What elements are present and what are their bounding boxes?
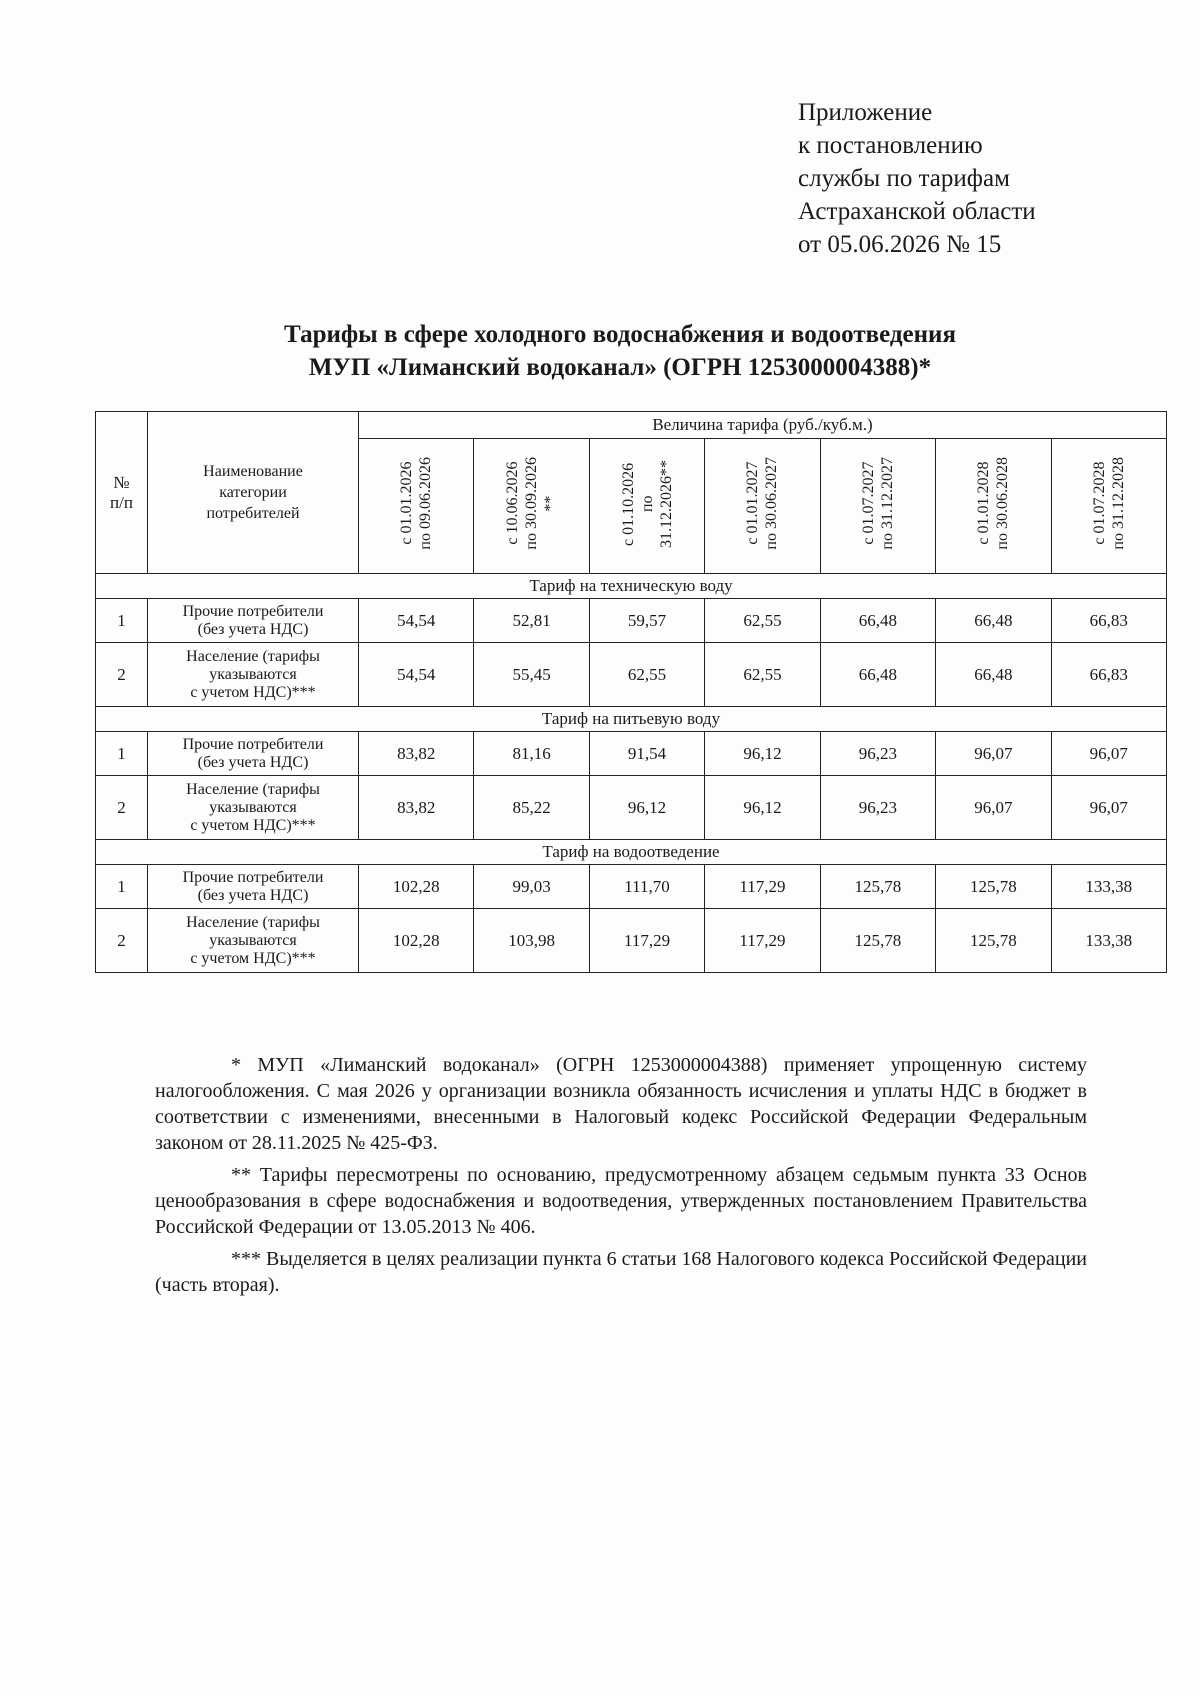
tariff-value: 125,78 [936,865,1051,909]
appendix-line: службы по тарифам [798,165,1010,192]
tariff-value: 83,82 [359,776,474,840]
period-header: с 10.06.2026 по 30.09.2026 ** [474,439,589,574]
period-header: с 01.01.2027 по 30.06.2027 [705,439,820,574]
table-row [96,909,1167,973]
tariff-value: 96,07 [1051,776,1166,840]
tariff-value: 125,78 [936,909,1051,973]
section-title: Тариф на водоотведение [96,840,1167,865]
appendix-line: от 05.06.2026 № 15 [798,231,1002,258]
consumer-category: Население (тарифы указываются с учетом НДС)*** [148,643,359,707]
period-header: с 01.01.2026 по 09.06.2026 [359,439,474,574]
section-title: Тариф на питьевую воду [96,707,1167,732]
document-title [150,318,1090,384]
tariff-value: 81,16 [474,732,589,776]
consumer-category: Прочие потребители (без учета НДС) [148,599,359,643]
period-header: с 01.07.2027 по 31.12.2027 [820,439,935,574]
row-number: 1 [96,599,148,643]
row-number: 2 [96,909,148,973]
table-row [96,865,1167,909]
tariff-value: 91,54 [589,732,704,776]
consumer-category: Прочие потребители (без учета НДС) [148,732,359,776]
appendix-line: к постановлению [798,132,983,159]
tariff-value: 96,07 [1051,732,1166,776]
tariff-value: 99,03 [474,865,589,909]
tariff-value: 66,48 [820,599,935,643]
period-header: с 01.01.2028 по 30.06.2028 [936,439,1051,574]
period-header: с 01.07.2028 по 31.12.2028 [1051,439,1166,574]
title-line-1: Тарифы в сфере холодного водоснабжения и водоотведения [284,321,956,348]
consumer-category: Прочие потребители (без учета НДС) [148,865,359,909]
tariff-value: 83,82 [359,732,474,776]
tariff-value: 62,55 [589,643,704,707]
tariff-value: 66,83 [1051,643,1166,707]
tariff-value: 96,12 [589,776,704,840]
tariff-table [95,411,1167,973]
tariff-value: 62,55 [705,643,820,707]
table-row [96,643,1167,707]
consumer-category: Население (тарифы указываются с учетом НДС)*** [148,776,359,840]
tariff-value: 102,28 [359,865,474,909]
table-row [96,732,1167,776]
tariff-value: 125,78 [820,865,935,909]
tariff-value: 59,57 [589,599,704,643]
footnotes [155,1052,1087,1304]
row-number: 1 [96,865,148,909]
table-row [96,599,1167,643]
tariff-value: 96,12 [705,776,820,840]
tariff-value: 96,07 [936,732,1051,776]
tariff-value: 133,38 [1051,909,1166,973]
title-line-2: МУП «Лиманский водоканал» (ОГРН 1253000004388)* [308,354,932,381]
appendix-line: Астраханской области [798,198,1036,225]
appendix-block [798,96,1036,261]
table-row [96,776,1167,840]
tariff-value: 66,83 [1051,599,1166,643]
tariff-value: 96,07 [936,776,1051,840]
tariff-value: 96,23 [820,776,935,840]
tariff-value: 117,29 [589,909,704,973]
tariff-value-header: Величина тарифа (руб./куб.м.) [359,412,1167,439]
footnote-1: * МУП «Лиманский водоканал» (ОГРН 1253000004388) применяет упрощенную систему налогообложения. С мая 2026 у организации возникла обязанность исчисления и уплаты НДС в бюджет в соответствии с изменениями, внесенными в Налоговый кодекс Российской Федерации Федеральным законом от 28.11.2025 № 425-ФЗ. [155,1054,1087,1154]
tariff-value: 96,23 [820,732,935,776]
tariff-value: 111,70 [589,865,704,909]
consumer-category: Население (тарифы указываются с учетом НДС)*** [148,909,359,973]
tariff-value: 117,29 [705,909,820,973]
tariff-value: 133,38 [1051,865,1166,909]
category-header: Наименование категории потребителей [148,412,359,574]
row-number: 2 [96,643,148,707]
tariff-value: 66,48 [936,643,1051,707]
tariff-value: 103,98 [474,909,589,973]
tariff-table-wrapper [95,411,1167,973]
footnote-2: ** Тарифы пересмотрены по основанию, предусмотренному абзацем седьмым пункта 33 Основ ценообразования в сфере водоснабжения и водоотведения, утвержденных постановлением Правительства Российской Федерации от 13.05.2013 № 406. [155,1164,1087,1238]
tariff-value: 62,55 [705,599,820,643]
tariff-value: 85,22 [474,776,589,840]
row-number: 2 [96,776,148,840]
num-header: № п/п [96,412,148,574]
tariff-value: 125,78 [820,909,935,973]
tariff-value: 55,45 [474,643,589,707]
appendix-line: Приложение [798,99,933,126]
tariff-value: 52,81 [474,599,589,643]
footnote-3: *** Выделяется в целях реализации пункта 6 статьи 168 Налогового кодекса Российской Федерации (часть вторая). [155,1248,1088,1296]
tariff-value: 102,28 [359,909,474,973]
row-number: 1 [96,732,148,776]
tariff-value: 66,48 [936,599,1051,643]
tariff-value: 66,48 [820,643,935,707]
period-header: с 01.10.2026 по 31.12.2026** [589,439,704,574]
tariff-value: 54,54 [359,599,474,643]
tariff-value: 54,54 [359,643,474,707]
tariff-value: 117,29 [705,865,820,909]
section-title: Тариф на техническую воду [96,574,1167,599]
tariff-value: 96,12 [705,732,820,776]
